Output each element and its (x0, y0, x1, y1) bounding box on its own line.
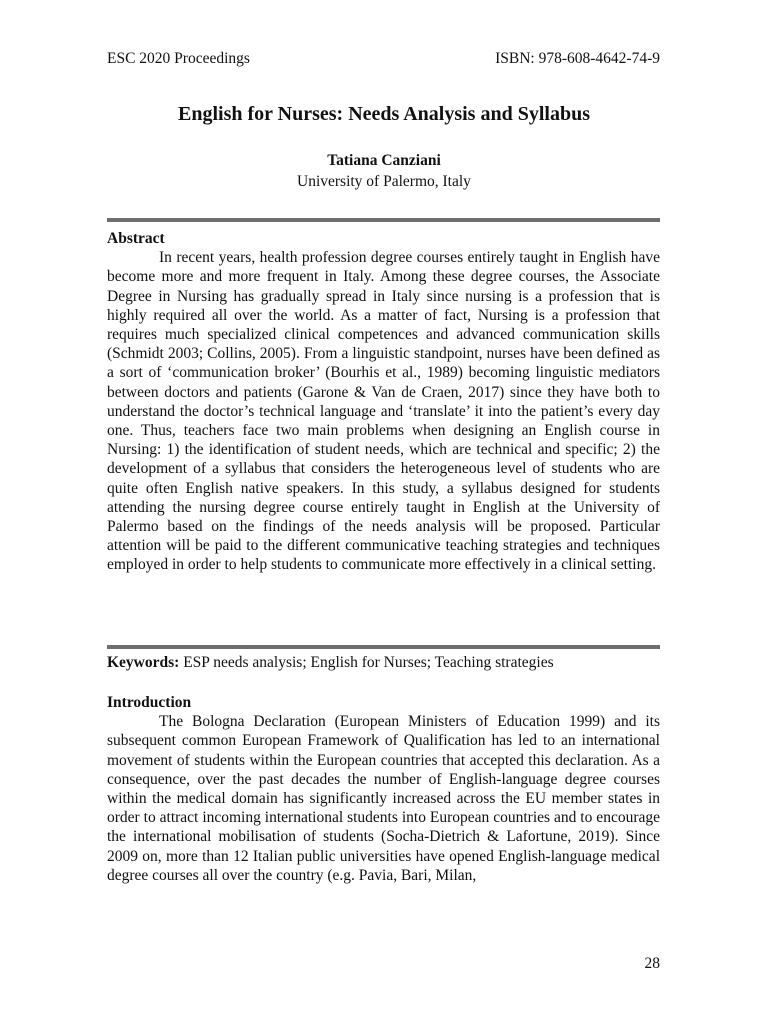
abstract-top-rule (107, 218, 660, 222)
introduction-paragraph: The Bologna Declaration (European Ministers of Education 1999) and its subsequent common European Framework of Qualification has led to an international movement of students within the European countries that accepted this declaration. As a consequence, over the past decades the number of English-language degree courses within the medical domain has significantly increased across the EU member states in order to attract incoming international students into European countries and to encourage the international mobilisation of students (Socha-Dietrich & Lafortune, 2019). Since 2009 on, more than 12 Italian public universities have opened English-language medical degree courses all over the country (e.g. Pavia, Bari, Milan, (107, 713, 660, 884)
running-header-right: ISBN: 978-608-4642-74-9 (495, 50, 660, 67)
abstract-section (107, 229, 660, 575)
author-name: Tatiana Canziani (327, 152, 441, 169)
abstract-paragraph: In recent years, health profession degree courses entirely taught in English have become more and more frequent in Italy. Among these degree courses, the Associate Degree in Nursing has gradually spread in Italy since nursing is a profession that is highly required all over the world. As a matter of fact, Nursing is a profession that requires much specialized clinical competences and advanced communication skills (Schmidt 2003; Collins, 2005). From a linguistic standpoint, nurses have been defined as a sort of ‘communication broker’ (Bourhis et al., 1989) becoming linguistic mediators between doctors and patients (Garone & Van de Craen, 2017) since they have both to understand the doctor’s technical language and ‘translate’ it into the patient’s every day one. Thus, teachers face two main problems when designing an English course in Nursing: 1) the identification of student needs, which are technical and specific; 2) the development of a syllabus that considers the heterogeneous level of students who are quite often English native speakers. In this study, a syllabus designed for students attending the nursing degree course entirely taught in English at the University of Palermo based on the findings of the needs analysis will be proposed. Particular attention will be paid to the different communicative teaching strategies and techniques employed in order to help students to communicate more effectively in a clinical setting. (107, 249, 660, 574)
abstract-heading: Abstract (107, 230, 165, 247)
keywords-label: Keywords: (107, 654, 180, 671)
abstract-bottom-rule (107, 645, 660, 649)
author-affiliation: University of Palermo, Italy (297, 173, 471, 190)
introduction-section (107, 693, 660, 885)
paper-title: English for Nurses: Needs Analysis and Syllabus (178, 103, 590, 125)
introduction-heading: Introduction (107, 694, 192, 711)
page-number: 28 (644, 955, 660, 972)
keywords-text: ESP needs analysis; English for Nurses; Teaching strategies (183, 654, 554, 671)
running-header-left: ESC 2020 Proceedings (107, 50, 250, 67)
keywords-line (107, 654, 660, 672)
